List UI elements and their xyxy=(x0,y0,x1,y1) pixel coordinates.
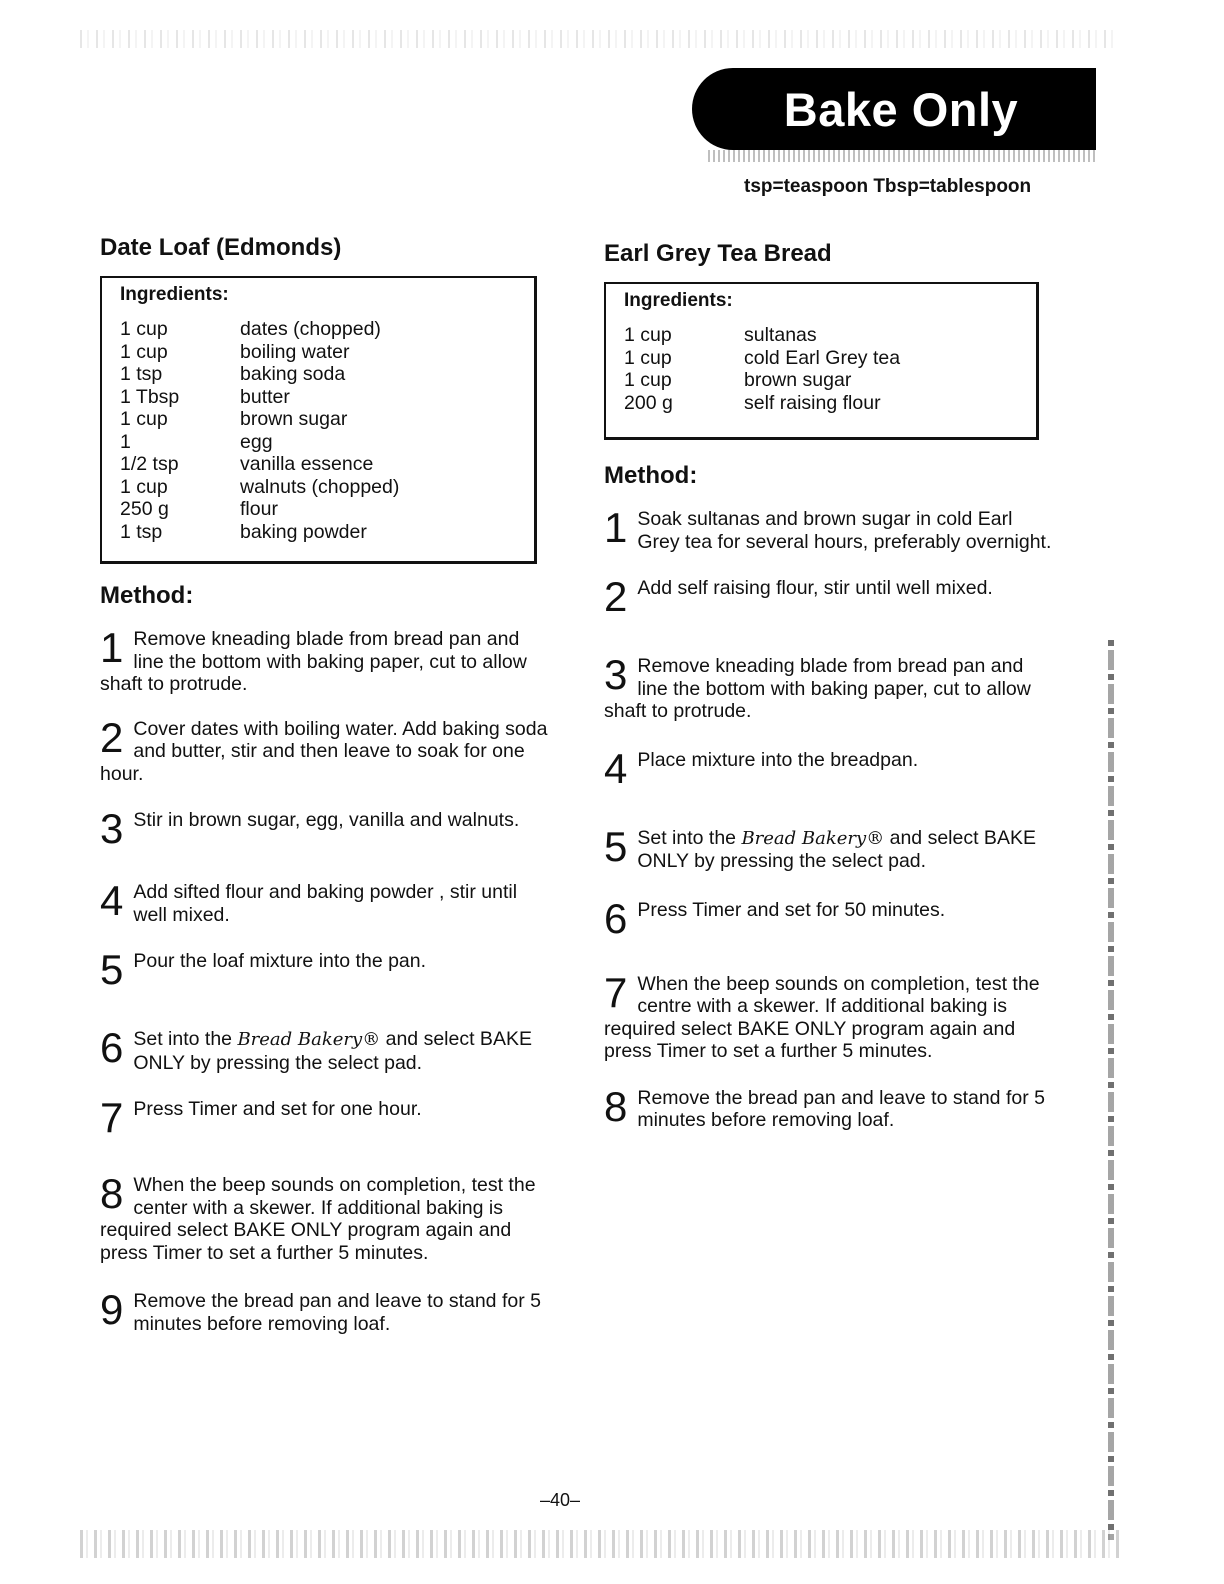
ingredient-row xyxy=(120,453,518,476)
ingredient-quantity: 1 xyxy=(120,430,131,453)
method-step xyxy=(100,1094,550,1141)
ingredient-name: brown sugar xyxy=(240,408,348,430)
step-number: 4 xyxy=(100,877,124,924)
ingredient-row xyxy=(624,369,1020,392)
ingredient-name: butter xyxy=(240,385,290,408)
ingredient-name: baking soda xyxy=(240,363,346,385)
ingredient-name: cold Earl Grey tea xyxy=(744,346,901,369)
recipe-date-loaf xyxy=(100,234,550,1359)
ingredient-name: vanilla essence xyxy=(240,453,374,475)
step-number: 2 xyxy=(604,573,628,620)
step-number: 8 xyxy=(100,1170,124,1217)
ingredient-name: dates (chopped) xyxy=(240,318,381,340)
ingredient-row xyxy=(120,521,518,544)
abbreviation-note: tsp=teaspoon Tbsp=tablespoon xyxy=(744,176,1032,197)
step-number: 2 xyxy=(100,713,124,761)
step-number: 1 xyxy=(604,504,628,551)
step-text: Add self raising flour, stir until well mixed. xyxy=(637,577,993,599)
step-number: 1 xyxy=(100,624,124,671)
ingredient-quantity: 1 cup xyxy=(120,475,168,498)
ingredient-quantity: 1 cup xyxy=(120,318,168,340)
recipe-title: Earl Grey Tea Bread xyxy=(604,240,832,267)
method-step xyxy=(100,1024,550,1074)
ingredient-quantity: 1 cup xyxy=(120,408,168,430)
banner-shadow xyxy=(708,150,1096,162)
method-step xyxy=(604,651,1054,723)
step-text: Pour the loaf mixture into the pan. xyxy=(133,950,427,972)
step-number: 6 xyxy=(604,894,628,942)
ingredient-name: sultanas xyxy=(744,324,817,346)
step-text-post: and select BAKE ONLY by pressing the select pad. xyxy=(133,1028,532,1074)
step-number: 4 xyxy=(604,744,628,792)
step-text: Cover dates with boiling water. Add baking soda and butter, stir and then leave to soak for one hour. xyxy=(100,717,548,785)
ingredients-list xyxy=(120,318,518,543)
step-text: Stir in brown sugar, egg, vanilla and walnuts. xyxy=(133,809,520,831)
ingredient-quantity: 1 tsp xyxy=(120,363,163,385)
recipe-earl-grey-tea-bread xyxy=(604,240,1054,1156)
method-step xyxy=(100,624,550,696)
ingredient-row xyxy=(120,386,518,409)
method-step xyxy=(604,1082,1054,1132)
method-step xyxy=(604,822,1054,873)
ingredient-name: baking powder xyxy=(240,520,367,543)
step-number: 5 xyxy=(100,946,124,993)
method-heading: Method: xyxy=(100,582,194,609)
step-text: Remove the bread pan and leave to stand for 5 minutes before removing loaf. xyxy=(637,1086,1045,1131)
method-step xyxy=(100,713,550,786)
ingredients-list xyxy=(624,324,1020,414)
recipe-title: Date Loaf (Edmonds) xyxy=(100,234,342,261)
step-text: Soak sultanas and brown sugar in cold Earl Grey tea for several hours, preferably overnight. xyxy=(637,508,1052,553)
step-text: Remove the bread pan and leave to stand for 5 minutes before removing loaf. xyxy=(133,1290,541,1335)
page-number: –40– xyxy=(540,1490,581,1510)
step-text xyxy=(100,1024,550,1074)
step-text: Add sifted flour and baking powder , stir until well mixed. xyxy=(133,881,518,926)
step-text: Press Timer and set for 50 minutes. xyxy=(637,898,946,921)
step-number: 7 xyxy=(100,1094,124,1141)
ingredient-name: self raising flour xyxy=(744,391,881,414)
step-number: 3 xyxy=(604,651,628,698)
scan-artifact-right xyxy=(1108,640,1114,1540)
step-text: Remove kneading blade from bread pan and line the bottom with baking paper, cut to allow shaft to protrude. xyxy=(604,655,1031,722)
method-heading: Method: xyxy=(604,462,698,489)
ingredient-row xyxy=(120,476,518,499)
ingredients-box xyxy=(604,282,1039,440)
ingredient-row xyxy=(120,498,518,521)
step-number: 9 xyxy=(100,1286,124,1333)
brand-name: Bread Bakery® xyxy=(237,1029,381,1050)
step-text: Press Timer and set for one hour. xyxy=(133,1098,422,1120)
method-step xyxy=(604,894,1054,942)
ingredient-row xyxy=(120,341,518,364)
ingredient-quantity: 200 g xyxy=(624,391,673,414)
method-step xyxy=(100,946,550,993)
method-step xyxy=(604,968,1054,1063)
ingredient-name: boiling water xyxy=(240,340,350,363)
ingredient-quantity: 1 cup xyxy=(624,369,672,391)
step-text: When the beep sounds on completion, test the centre with a skewer. If additional baking is required select BAKE ONLY program again and press Timer to set a further 5 minutes. xyxy=(604,972,1040,1062)
method-step xyxy=(100,1170,550,1264)
ingredients-box xyxy=(100,276,537,564)
method-step xyxy=(100,1286,550,1335)
step-text-pre: Set into the xyxy=(637,826,742,849)
ingredient-row xyxy=(120,363,518,386)
ingredient-quantity: 1/2 tsp xyxy=(120,453,179,475)
ingredient-name: brown sugar xyxy=(744,369,852,391)
ingredient-row xyxy=(624,392,1020,415)
ingredient-quantity: 250 g xyxy=(120,498,169,520)
scan-artifact-top xyxy=(80,30,1120,48)
step-text-post: and select BAKE ONLY by pressing the select pad. xyxy=(637,826,1036,872)
step-text xyxy=(604,822,1054,873)
step-text: Place mixture into the breadpan. xyxy=(637,748,919,771)
ingredient-row xyxy=(120,408,518,431)
brand-name: Bread Bakery® xyxy=(741,827,885,849)
scan-artifact-bottom xyxy=(80,1530,1120,1558)
ingredient-name: walnuts (chopped) xyxy=(240,475,400,498)
method-steps xyxy=(604,504,1054,1132)
ingredient-row xyxy=(120,431,518,454)
step-text: When the beep sounds on completion, test the center with a skewer. If additional baking is required select BAKE ONLY program again and press Timer to set a further 5 minutes. xyxy=(100,1174,536,1264)
method-step xyxy=(604,744,1054,792)
ingredient-row xyxy=(624,324,1020,347)
ingredient-quantity: 1 cup xyxy=(624,346,672,369)
ingredient-quantity: 1 cup xyxy=(624,324,672,346)
step-number: 3 xyxy=(100,805,124,852)
ingredient-name: egg xyxy=(240,430,273,453)
method-step xyxy=(604,504,1054,553)
ingredient-row xyxy=(624,347,1020,370)
method-step xyxy=(100,877,550,926)
step-text-pre: Set into the xyxy=(133,1028,238,1050)
section-banner xyxy=(692,68,1096,150)
step-number: 6 xyxy=(100,1024,124,1071)
ingredient-quantity: 1 Tbsp xyxy=(120,385,180,408)
method-step xyxy=(100,805,550,852)
step-number: 8 xyxy=(604,1082,628,1130)
method-steps xyxy=(100,624,550,1335)
banner-title: Bake Only xyxy=(783,82,1019,136)
method-step xyxy=(604,573,1054,620)
step-number: 7 xyxy=(604,968,628,1016)
step-text: Remove kneading blade from bread pan and line the bottom with baking paper, cut to allow shaft to protrude. xyxy=(100,628,527,695)
ingredients-heading: Ingredients: xyxy=(624,290,733,311)
ingredient-row xyxy=(120,318,518,341)
step-number: 5 xyxy=(604,822,628,870)
ingredient-name: flour xyxy=(240,498,278,520)
ingredients-heading: Ingredients: xyxy=(120,284,229,305)
ingredient-quantity: 1 cup xyxy=(120,340,168,363)
ingredient-quantity: 1 tsp xyxy=(120,520,163,543)
